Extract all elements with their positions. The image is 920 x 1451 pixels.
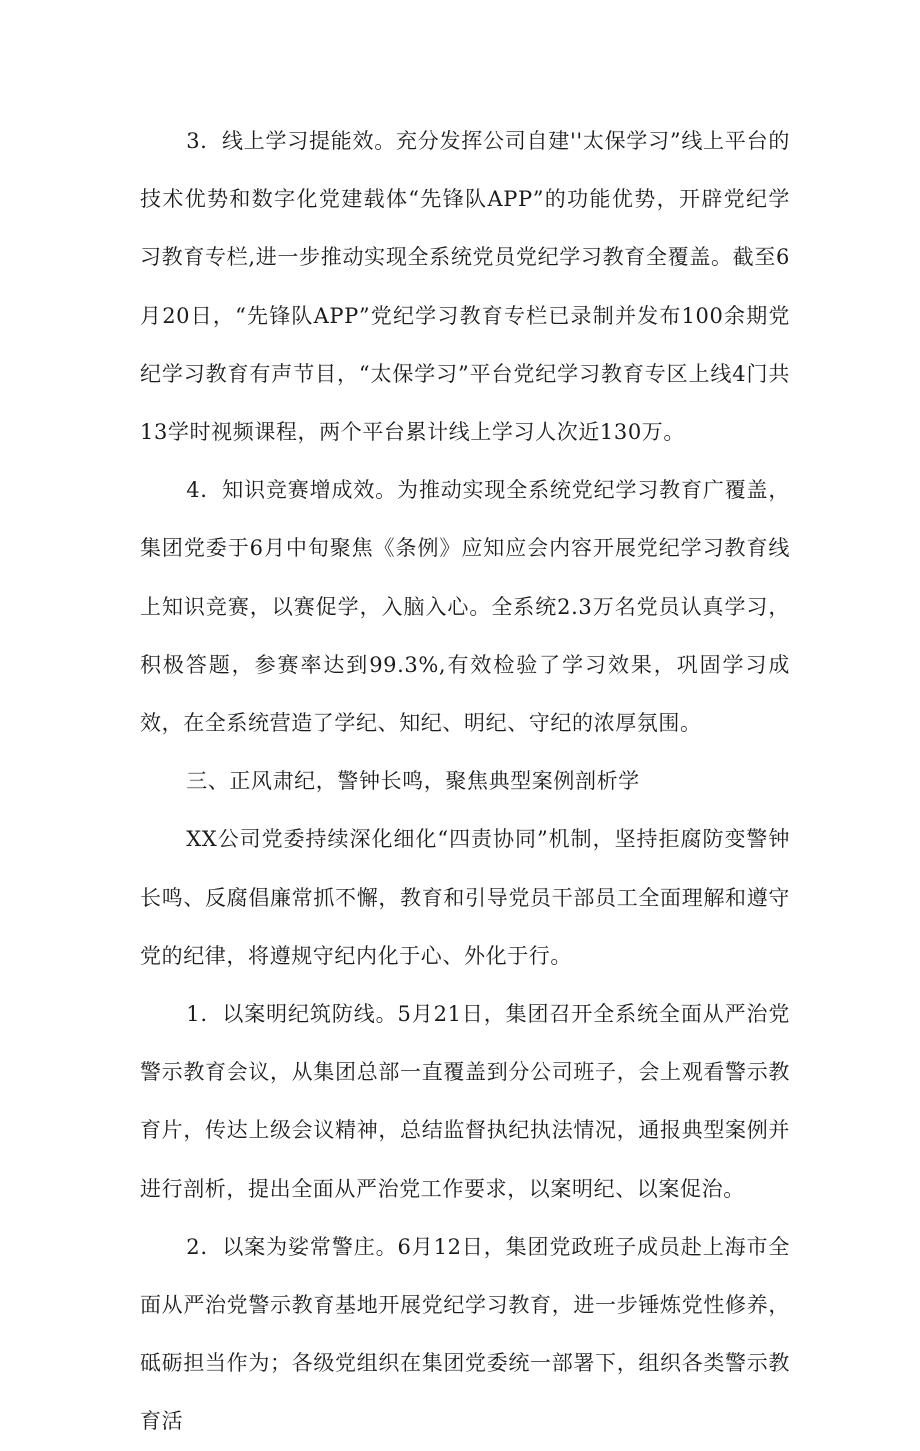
- paragraph-case-warning-2: 2．以案为娑常警庄。6月12日，集团党政班子成员赴上海市全面从严治党警示教育基地开展党纪学习教育，进一步锤炼党性修养，砥砺担当作为；各级党组织在集团党委统一部署下，组织各类警示教育活: [140, 1234, 790, 1434]
- paragraph-online-learning: 3．线上学习提能效。充分发挥公司自建''太保学习”线上平台的技术优势和数字化党建载体“先锋队APP”的功能优势，开辟党纪学习教育专栏,进一步推动实现全系统党员党纪学习教育全覆盖。截至6月20日，“先锋队APP”党纪学习教育专栏已录制并发布100余期党纪学习教育有声节目，“太保学习”平台党纪学习教育专区上线4门共13学时视频课程，两个平台累计线上学习人次近130万。: [140, 129, 790, 445]
- paragraph-knowledge-contest: 4．知识竞赛增成效。为推动实现全系统党纪学习教育广覆盖，集团党委于6月中旬聚焦《条例》应知应会内容开展党纪学习教育线上知识竞赛，以赛促学，入脑入心。全系统2.3万名党员认真学习，积极答题，参赛率达到99.3%,有效检验了学习效果，巩固学习成效，在全系统营造了学纪、知纪、明纪、守纪的浓厚氛围。: [140, 478, 790, 736]
- section-heading-3: 三、正风肃纪，警钟长鸣，聚焦典型案例剖析学: [186, 769, 640, 794]
- paragraph-case-warning-1: 1．以案明纪筑防线。5月21日，集团召开全系统全面从严治党警示教育会议，从集团总部一直覆盖到分公司班子，会上观看警示教育片，传达上级会议精神，总结监督执纪执法情况，通报典型案例并进行剖析，提出全面从严治党工作要求，以案明纪、以案促治。: [140, 1002, 790, 1201]
- document-body: [140, 112, 790, 1451]
- paragraph-section-intro: XX公司党委持续深化细化“四责协同”机制，坚持拒腐防变警钟长鸣、反腐倡廉常抓不懈，教育和引导党员干部员工全面理解和遵守党的纪律，将遵规守纪内化于心、外化于行。: [140, 827, 790, 968]
